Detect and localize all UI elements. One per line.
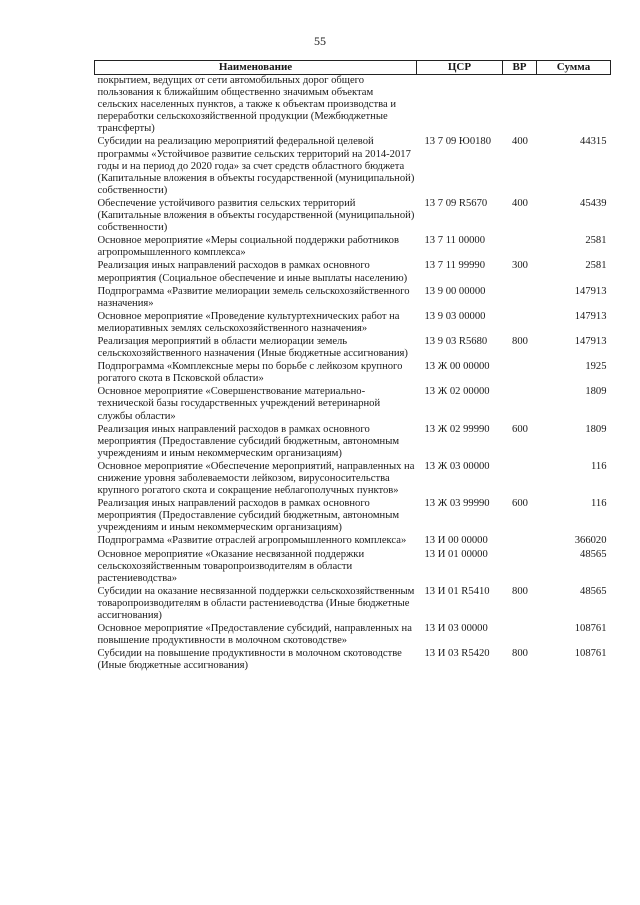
row-vr: 600: [512, 498, 528, 510]
table-row: [95, 336, 611, 361]
row-sum: 1925: [585, 361, 607, 373]
row-name: Реализация иных направлений расходов в рамках основного мероприятия (Предоставление субсидий бюджетным, автономным учреждениям и иным некоммерческим организациям): [97, 498, 400, 534]
row-csr: 13 И 03 00000: [424, 623, 488, 635]
row-csr: 13 Ж 03 00000: [424, 460, 490, 472]
row-sum: 108761: [574, 623, 607, 635]
table-row: [95, 136, 611, 197]
row-csr: 13 9 03 00000: [424, 310, 486, 322]
row-name: Основное мероприятие «Предоставление субсидий, направленных на повышение продуктивности в молочном скотоводстве»: [97, 623, 412, 647]
row-csr: 13 И 03 R5420: [424, 648, 490, 660]
row-vr: [503, 286, 537, 311]
budget-table: [94, 60, 611, 674]
row-vr: 400: [512, 197, 528, 209]
table-row: [95, 586, 611, 623]
row-name: Субсидии на реализацию мероприятий федеральной целевой программы «Устойчивое развитие сельских территорий на 2014-2017 годы и на период до 2020 года» за счет средств областного бюджета (Капитальные вложения в объекты государственной (муниципальной) собственности): [97, 136, 415, 196]
row-csr: 13 9 03 R5680: [424, 335, 488, 347]
row-sum: 44315: [580, 136, 607, 148]
row-vr: 800: [512, 335, 528, 347]
row-vr: [503, 235, 537, 260]
table-row: [95, 286, 611, 311]
table-row: [95, 75, 611, 137]
row-csr: 13 7 09 Ю0180: [424, 136, 492, 148]
row-sum: 116: [591, 498, 607, 510]
table-row: [95, 623, 611, 648]
row-vr: 800: [512, 585, 528, 597]
row-vr: 400: [512, 136, 528, 148]
row-sum: 147913: [574, 285, 607, 297]
row-sum: 2581: [585, 260, 607, 272]
row-name: Подпрограмма «Комплексные меры по борьбе с лейкозом крупного рогатого скота в Псковской области»: [97, 361, 403, 385]
row-sum: 116: [591, 460, 607, 472]
row-vr: 300: [512, 260, 528, 272]
row-csr: 13 Ж 00 00000: [424, 361, 490, 373]
row-name: Реализация мероприятий в области мелиорации земель сельскохозяйственного назначения (Иные бюджетные ассигнования): [97, 335, 408, 360]
table-row: [95, 235, 611, 260]
header-vr: ВР: [503, 61, 537, 75]
row-vr: [503, 461, 537, 498]
row-csr: 13 И 01 R5410: [424, 585, 490, 597]
table-row: [95, 361, 611, 386]
row-vr: [503, 549, 537, 586]
row-csr: 13 9 00 00000: [424, 285, 486, 297]
row-csr: 13 Ж 02 99990: [424, 423, 490, 435]
row-name: Реализация иных направлений расходов в рамках основного мероприятия (Предоставление субсидий бюджетным, автономным учреждениям и иным некоммерческим организациям): [97, 423, 400, 459]
row-vr: [503, 75, 537, 137]
table-header-row: [95, 61, 611, 75]
row-vr: [503, 535, 537, 548]
row-sum: 108761: [574, 648, 607, 660]
row-sum: 48565: [580, 585, 607, 597]
row-csr: 13 Ж 03 99990: [424, 498, 490, 510]
table-row: [95, 498, 611, 535]
row-name: Подпрограмма «Развитие мелиорации земель сельскохозяйственного назначения»: [97, 285, 410, 309]
header-csr: ЦСР: [417, 61, 503, 75]
row-vr: [503, 386, 537, 423]
header-name: Наименование: [95, 61, 417, 75]
table-row: [95, 260, 611, 285]
table-row: [95, 198, 611, 235]
row-name: Субсидии на оказание несвязанной поддержки сельскохозяйственным товаропроизводителям в области растениеводства (Иные бюджетные ассигнования): [97, 585, 415, 622]
row-sum: 147913: [574, 335, 607, 347]
row-name: Основное мероприятие «Оказание несвязанной поддержки сельскохозяйственным товаропроизводителям в области растениеводства»: [97, 548, 365, 584]
table-row: [95, 648, 611, 673]
row-csr: [417, 75, 503, 137]
row-name: Обеспечение устойчивого развития сельских территорий (Капитальные вложения в объекты государственной (муниципальной) собственности): [97, 197, 415, 234]
table-row: [95, 424, 611, 461]
row-csr: 13 И 01 00000: [424, 548, 488, 560]
row-sum: 48565: [580, 548, 607, 560]
row-name: Субсидии на повышение продуктивности в молочном скотоводстве (Иные бюджетные ассигнования): [97, 648, 402, 672]
row-sum: 1809: [585, 386, 607, 398]
row-name: Основное мероприятие «Совершенствование материально-технической базы государственных учреждений ветеринарной службы области»: [97, 386, 381, 422]
row-vr: 800: [512, 648, 528, 660]
row-name: Реализация иных направлений расходов в рамках основного мероприятия (Социальное обеспечение и иные выплаты населению): [97, 260, 408, 284]
row-name: покрытием, ведущих от сети автомобильных дорог общего пользования к ближайшим общественно значимым объектам сельских населенных пунктов, а также к объектам производства и переработки сельскохозяйственной продукции (Межбюджетные трансферты): [97, 75, 396, 135]
row-sum: 147913: [574, 310, 607, 322]
row-csr: 13 7 11 00000: [424, 235, 486, 247]
table-row: [95, 549, 611, 586]
table-row: [95, 461, 611, 498]
row-sum: [537, 75, 611, 137]
row-csr: 13 Ж 02 00000: [424, 386, 490, 398]
row-vr: [503, 623, 537, 648]
row-csr: 13 7 09 R5670: [424, 197, 488, 209]
row-sum: 366020: [574, 535, 607, 547]
row-vr: [503, 311, 537, 336]
row-name: Основное мероприятие «Обеспечение мероприятий, направленных на снижение уровня заболеваемости лейкозом, вирусоносительства крупного рогатого скота и сокращение неблагополучных пунктов»: [97, 460, 415, 497]
header-sum: Сумма: [537, 61, 611, 75]
row-sum: 2581: [585, 235, 607, 247]
row-csr: 13 И 00 00000: [424, 535, 488, 547]
row-sum: 1809: [585, 423, 607, 435]
row-name: Основное мероприятие «Меры социальной поддержки работников агропромышленного комплекса»: [97, 235, 399, 259]
row-vr: 600: [512, 423, 528, 435]
row-name: Подпрограмма «Развитие отраслей агропромышленного комплекса»: [97, 535, 407, 547]
row-name: Основное мероприятие «Проведение культуртехнических работ на мелиоративных землях сельскохозяйственного назначения»: [97, 310, 400, 334]
row-sum: 45439: [580, 197, 607, 209]
table-row: [95, 311, 611, 336]
table-row: [95, 386, 611, 423]
row-vr: [503, 361, 537, 386]
table-row: [95, 535, 611, 548]
row-csr: 13 7 11 99990: [424, 260, 486, 272]
page-number: 55: [314, 34, 326, 48]
